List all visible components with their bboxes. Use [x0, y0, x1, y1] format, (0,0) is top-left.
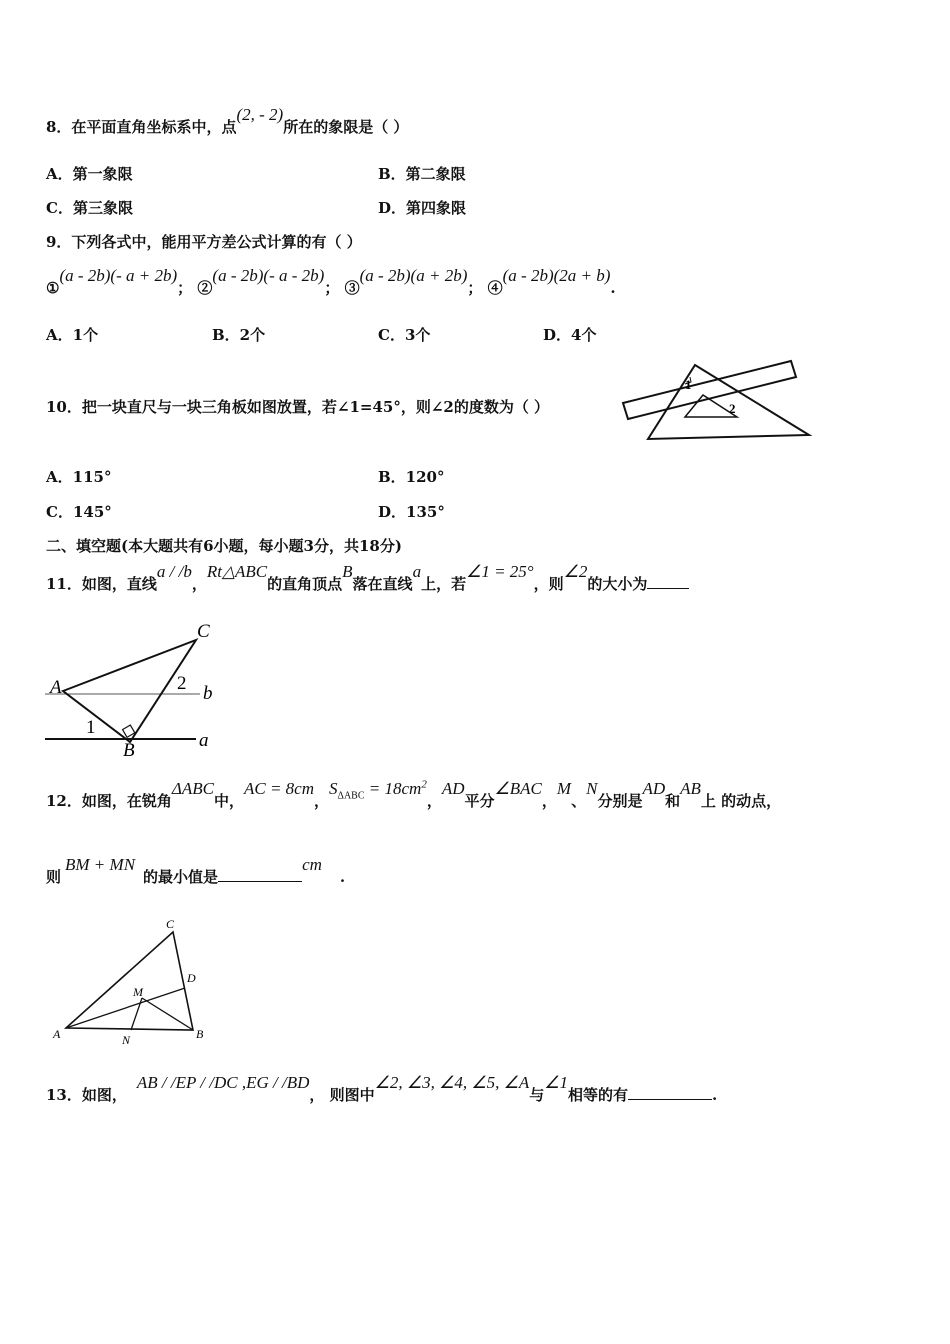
q9-option-c: C．3个	[378, 326, 431, 344]
q12-math-ab: AB	[680, 779, 701, 798]
q12-triangle	[66, 932, 193, 1030]
q9-option-d: D．4个	[543, 326, 597, 344]
q12-math-n: N	[586, 779, 598, 798]
q8-option-c: C．第三象限	[46, 199, 133, 217]
q9-item-1-expr: (a - 2b)(- a + 2b)	[59, 266, 178, 285]
q12-label-b: B	[196, 1027, 204, 1041]
q12-bisector-ad	[66, 988, 185, 1028]
q8-point-math: (2, - 2)	[236, 105, 284, 124]
q9-item-2-sep: ；	[324, 279, 340, 297]
q12-figure	[48, 912, 213, 1047]
q13-math-parallels: AB / /EP / /DC ,EG / /BD	[136, 1073, 310, 1092]
section-2-heading: 二、填空题(本大题共有6小题，每小题3分，共18分)	[46, 537, 402, 555]
q9-option-b: B．2个	[212, 326, 266, 344]
q12-answer-blank[interactable]	[218, 867, 302, 882]
q12-label-m: M	[133, 985, 143, 999]
q12-text-10: 上 的动点，	[700, 792, 782, 810]
q11-math-a: a	[412, 562, 422, 581]
q11-label-b-line: b	[203, 683, 213, 704]
q10-ruler-triangle-figure	[615, 355, 815, 445]
q11-label-a-vertex: A	[50, 677, 62, 698]
q12-math-cm: cm	[302, 855, 322, 874]
q12-math-bac: ∠BAC	[494, 779, 542, 798]
q8-suffix: 所在的象限是（ ）	[283, 118, 409, 136]
q13-answer-blank[interactable]	[628, 1085, 712, 1100]
q11-math-triangle: Rt△ABC	[206, 562, 268, 581]
q11-text-4: 落在直线	[352, 575, 413, 593]
q9-option-a: A．1个	[46, 326, 99, 344]
q11-text-1: 11．如图，直线	[46, 575, 157, 593]
question-12-line-2	[46, 855, 346, 887]
q12-math-bm-mn: BM + MN	[65, 855, 136, 874]
q13-math-angles: ∠2, ∠3, ∠4, ∠5, ∠A	[374, 1073, 530, 1092]
q11-math-b: B	[342, 562, 353, 581]
q13-text-2: ， 则图中	[309, 1086, 375, 1104]
q13-text-1: 13．如图，	[46, 1086, 127, 1104]
q12-area-subscript: ΔABC	[337, 790, 365, 802]
q12-label-d: D	[187, 971, 196, 985]
q11-math-parallel: a / /b	[156, 562, 192, 581]
q11-math-angle2: ∠2	[563, 562, 588, 581]
q8-option-d: D．第四象限	[378, 199, 467, 217]
q12-text-9: 和	[665, 792, 681, 810]
question-8	[46, 105, 409, 137]
q11-text-7: 的大小为	[587, 575, 648, 593]
q12-math-area	[329, 778, 427, 802]
q11-label-b-vertex: B	[123, 740, 135, 760]
q12-label-n: N	[122, 1033, 131, 1047]
q9-item-3-mark: ③	[344, 279, 360, 297]
q12-area-s: S	[329, 779, 338, 798]
q12-text-3: ，	[314, 792, 330, 810]
q8-option-a: A．第一象限	[46, 165, 133, 183]
q11-text-3: 的直角顶点	[267, 575, 343, 593]
q10-option-d: D．135°	[378, 503, 445, 521]
q9-item-2-expr: (a - 2b)(- a - 2b)	[212, 266, 325, 285]
q12-line2-end: .	[339, 868, 346, 886]
q12-label-a: A	[53, 1027, 61, 1041]
q12-area-superscript: 2	[421, 778, 427, 791]
q13-text-3: 与	[529, 1086, 545, 1104]
q12-text-4: ，	[426, 792, 442, 810]
q8-option-b: B．第二象限	[378, 165, 466, 183]
q12-math-triangle: ΔABC	[171, 779, 214, 798]
q9-item-1-sep: ；	[177, 279, 193, 297]
q12-text-7: 、	[571, 792, 587, 810]
question-12-line-1	[46, 778, 782, 813]
q12-text-5: 平分	[464, 792, 495, 810]
q11-text-6: ，则	[533, 575, 564, 593]
q9-item-2-mark: ②	[197, 279, 213, 297]
question-11	[46, 562, 689, 594]
q13-math-angle1: ∠1	[544, 1073, 568, 1092]
q10-label-1: 1	[685, 377, 692, 392]
q11-right-angle-mark	[123, 725, 135, 737]
question-10-stem: 10．把一块直尺与一块三角板如图放置，若∠1=45°，则∠2的度数为（ ）	[46, 398, 550, 416]
q12-segment-mn	[131, 998, 142, 1030]
q12-line2-text-2: 的最小值是	[143, 868, 219, 886]
q11-label-1: 1	[86, 717, 96, 738]
q9-item-4-mark: ④	[487, 279, 503, 297]
q11-label-c: C	[197, 621, 210, 642]
q13-end: .	[712, 1086, 718, 1104]
q10-option-b: B．120°	[378, 468, 445, 486]
q9-item-1-mark: ①	[46, 279, 60, 297]
q10-label-2: 2	[729, 401, 736, 416]
q12-math-m: M	[556, 779, 572, 798]
q11-figure	[40, 615, 230, 760]
q12-area-value: = 18cm	[364, 779, 422, 798]
q12-label-c: C	[166, 917, 175, 931]
q10-option-c: C．145°	[46, 503, 112, 521]
question-9-expressions	[46, 266, 616, 298]
q11-text-2: ，	[191, 575, 207, 593]
q12-text-6: ，	[541, 792, 557, 810]
q12-text-2: 中，	[213, 792, 244, 810]
q13-text-4: 相等的有	[567, 1086, 628, 1104]
q11-math-angle1: ∠1 = 25°	[466, 562, 534, 581]
question-13	[46, 1073, 718, 1105]
q12-math-ac: AC = 8cm	[243, 779, 315, 798]
q9-item-3-sep: ；	[467, 279, 483, 297]
q11-label-a-line: a	[199, 730, 209, 751]
q12-math-ad: AD	[441, 779, 465, 798]
q11-label-2: 2	[177, 673, 187, 694]
q8-prefix: 8．在平面直角坐标系中，点	[46, 118, 237, 136]
q10-option-a: A．115°	[46, 468, 112, 486]
q12-segment-bm	[142, 998, 193, 1030]
q12-line2-text-1: 则	[46, 868, 62, 886]
q11-answer-blank[interactable]	[647, 574, 689, 589]
q12-text-1: 12．如图，在锐角	[46, 792, 172, 810]
q11-text-5: 上，若	[421, 575, 467, 593]
q9-item-4-sep: .	[610, 279, 616, 297]
q9-item-3-expr: (a - 2b)(a + 2b)	[359, 266, 468, 285]
q12-math-ad-2: AD	[642, 779, 666, 798]
q9-item-4-expr: (a - 2b)(2a + b)	[502, 266, 611, 285]
q12-text-8: 分别是	[597, 792, 643, 810]
question-9-stem: 9．下列各式中，能用平方差公式计算的有（ ）	[46, 233, 362, 251]
